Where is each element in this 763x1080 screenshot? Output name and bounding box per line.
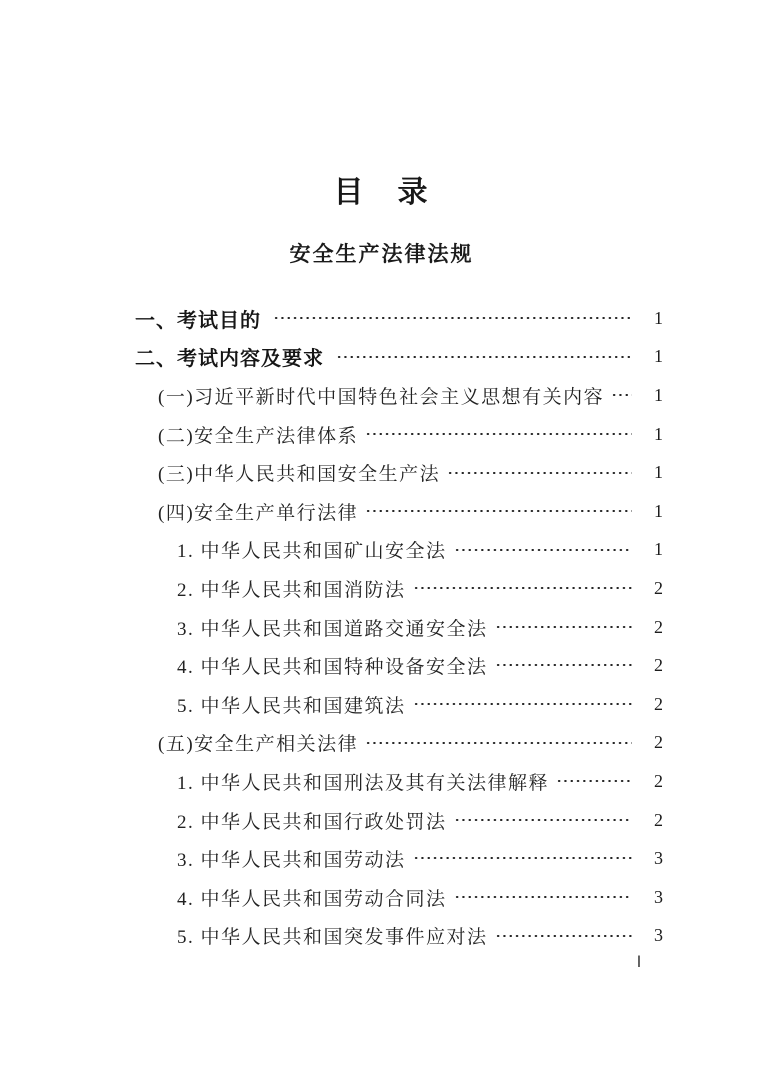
toc-row: [135, 685, 663, 724]
toc-row: [135, 376, 663, 415]
toc-entry-label: 一、考试目的: [135, 309, 261, 332]
toc-row: [135, 917, 663, 956]
dot-leader: [413, 685, 632, 724]
dot-leader: [365, 724, 632, 763]
dot-leader: [273, 299, 632, 338]
dot-leader: [495, 608, 632, 647]
toc-entry-label: 1. 中华人民共和国刑法及其有关法律解释: [177, 772, 550, 794]
dot-leader: [611, 376, 632, 415]
footer-page-number: Ⅰ: [636, 954, 642, 971]
dot-leader: [495, 646, 632, 685]
toc-entry-label: 二、考试内容及要求: [135, 348, 324, 371]
toc-entry-label: (三)中华人民共和国安全生产法: [158, 464, 441, 486]
dot-leader: [495, 917, 632, 956]
dot-leader: [454, 801, 632, 840]
toc-entry-page: 1: [654, 500, 663, 521]
toc-entry-page: 3: [654, 848, 663, 869]
page-title: 目 录: [333, 176, 430, 209]
dot-leader: [413, 569, 632, 608]
toc-row: [135, 569, 663, 608]
toc-entry-label: 2. 中华人民共和国行政处罚法: [177, 811, 447, 833]
dot-leader: [454, 531, 632, 570]
toc-entry-page: 1: [654, 384, 663, 405]
toc-row: [135, 453, 663, 492]
toc-entry-label: 4. 中华人民共和国劳动合同法: [177, 888, 447, 910]
toc-entry-page: 1: [654, 346, 663, 367]
toc-entry-page: 2: [654, 770, 663, 791]
toc-row: [135, 338, 663, 377]
toc-row: [135, 608, 663, 647]
toc-entry-page: 3: [654, 925, 663, 946]
toc-row: [135, 878, 663, 917]
toc-entry-label: 2. 中华人民共和国消防法: [177, 579, 406, 601]
toc-row: [135, 839, 663, 878]
toc-row: [135, 415, 663, 454]
dot-leader: [454, 878, 632, 917]
toc-entry-label: (五)安全生产相关法律: [158, 734, 359, 756]
toc-entry-page: 2: [654, 693, 663, 714]
toc-entry-page: 1: [654, 423, 663, 444]
toc-entry-page: 1: [654, 539, 663, 560]
toc-entry-page: 1: [654, 307, 663, 328]
dot-leader: [413, 839, 632, 878]
toc-entry-label: 1. 中华人民共和国矿山安全法: [177, 541, 447, 563]
toc-entry-label: 4. 中华人民共和国特种设备安全法: [177, 657, 488, 679]
toc-entry-label: 3. 中华人民共和国劳动法: [177, 850, 406, 872]
toc-row: [135, 531, 663, 570]
toc-entry-page: 2: [654, 809, 663, 830]
toc-row: [135, 762, 663, 801]
toc-entry-label: 5. 中华人民共和国建筑法: [177, 695, 406, 717]
toc-row: [135, 801, 663, 840]
dot-leader: [447, 453, 632, 492]
toc-row: [135, 646, 663, 685]
dot-leader: [556, 762, 632, 801]
toc-entry-page: 2: [654, 616, 663, 637]
toc-entry-page: 3: [654, 886, 663, 907]
toc-entry-page: 2: [654, 732, 663, 753]
toc-entry-page: 1: [654, 462, 663, 483]
dot-leader: [336, 338, 632, 377]
toc-row: [135, 724, 663, 763]
toc-entry-page: 2: [654, 655, 663, 676]
toc-entry-page: 2: [654, 577, 663, 598]
toc-entry-label: (二)安全生产法律体系: [158, 425, 359, 447]
section-title: 安全生产法律法规: [289, 243, 474, 266]
dot-leader: [365, 415, 632, 454]
toc-entry-label: (一)习近平新时代中国特色社会主义思想有关内容: [158, 386, 605, 408]
toc-entry-label: 3. 中华人民共和国道路交通安全法: [177, 618, 488, 640]
toc-entry-label: (四)安全生产单行法律: [158, 502, 359, 524]
dot-leader: [365, 492, 632, 531]
toc-entry-label: 5. 中华人民共和国突发事件应对法: [177, 927, 488, 949]
toc-row: [135, 299, 663, 338]
table-of-contents: [135, 299, 663, 955]
toc-row: [135, 492, 663, 531]
